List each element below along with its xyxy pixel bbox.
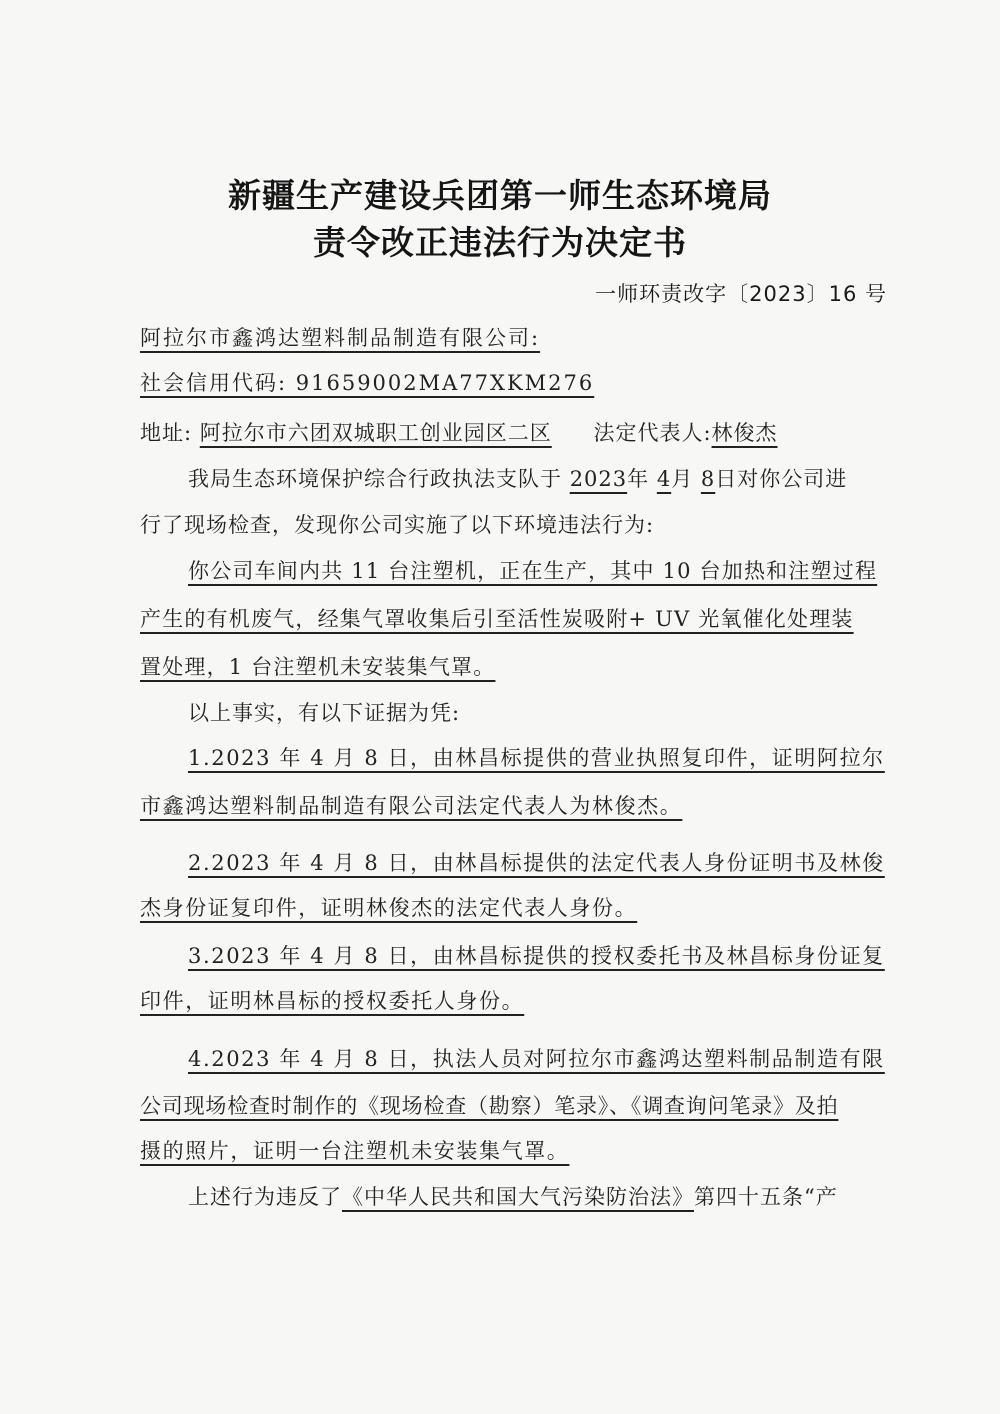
inspection-day: 8 [700, 467, 716, 491]
violation-line: 产生的有机废气，经集气罩收集后引至活性炭吸附+ UV 光氧催化处理装 [140, 607, 854, 631]
document-title-line1: 新疆生产建设兵团第一师生态环境局 [228, 176, 772, 215]
address-label: 地址: [140, 421, 193, 445]
violation-line: 置处理，1 台注塑机未安装集气罩。 [140, 655, 496, 679]
evidence-item-1-line1: 1.2023 年 4 月 8 日，由林昌标提供的营业执照复印件，证明阿拉尔 [188, 746, 885, 770]
conclusion-suffix: 第四十五条“产 [694, 1185, 838, 1209]
evidence-item-4-line3: 摄的照片，证明一台注塑机未安装集气罩。 [140, 1139, 570, 1163]
conclusion-line [188, 1181, 838, 1211]
inspection-year: 2023 [569, 467, 628, 491]
legal-rep-value: 林俊杰 [711, 421, 778, 445]
inspection-month: 4 [656, 467, 672, 491]
evidence-intro: 以上事实，有以下证据为凭: [188, 701, 461, 725]
evidence-item-4-line1: 4.2023 年 4 月 8 日，执法人员对阿拉尔市鑫鸿达塑料制品制造有限 [188, 1047, 885, 1071]
evidence-item-2-line2: 杰身份证复印件，证明林俊杰的法定代表人身份。 [140, 896, 638, 920]
document-title-line2: 责令改正违法行为决定书 [313, 223, 687, 262]
evidence-item-3-line1: 3.2023 年 4 月 8 日，由林昌标提供的授权委托书及林昌标身份证复 [188, 944, 885, 968]
evidence-item-2-line1: 2.2023 年 4 月 8 日，由林昌标提供的法定代表人身份证明书及林俊 [188, 851, 885, 875]
evidence-item-4-line2: 公司现场检查时制作的《现场检查（勘察）笔录》、《调查询问笔录》及拍 [140, 1094, 839, 1118]
credit-code: 社会信用代码: 91659002MA77XKM276 [140, 371, 595, 395]
month-suffix: 月 [671, 467, 694, 491]
inspection-prefix: 我局生态环境保护综合行政执法支队于 [188, 467, 562, 491]
address-row [140, 417, 778, 447]
inspection-line1 [188, 463, 847, 493]
year-suffix: 年 [627, 467, 650, 491]
violation-line: 你公司车间内共 11 台注塑机，正在生产，其中 10 台加热和注塑过程 [188, 559, 878, 583]
document-number: 一师环责改字〔2023〕16 号 [595, 282, 887, 306]
inspection-suffix: 日对你公司进 [715, 467, 848, 491]
conclusion-prefix: 上述行为违反了 [188, 1185, 342, 1209]
recipient-company: 阿拉尔市鑫鸿达塑料制品制造有限公司: [140, 326, 541, 350]
inspection-line2: 行了现场检查，发现你公司实施了以下环境违法行为: [140, 513, 655, 537]
address-value: 阿拉尔市六团双城职工创业园区二区 [199, 421, 552, 445]
evidence-item-3-line2: 印件，证明林昌标的授权委托人身份。 [140, 989, 525, 1013]
legal-rep-label: 法定代表人: [593, 421, 712, 445]
law-name: 《中华人民共和国大气污染防治法》 [342, 1185, 694, 1209]
evidence-item-1-line2: 市鑫鸿达塑料制品制造有限公司法定代表人为林俊杰。 [140, 794, 683, 818]
